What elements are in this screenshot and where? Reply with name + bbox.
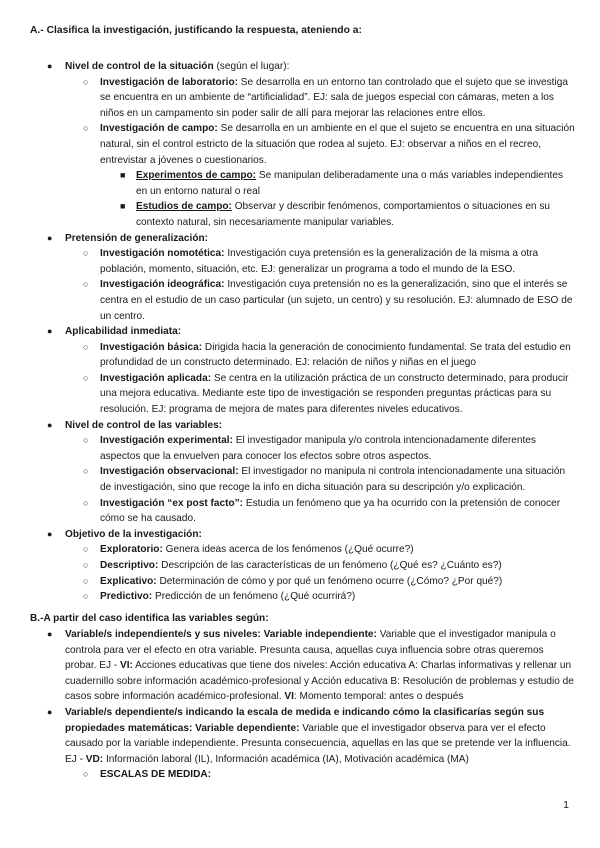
definition: El investigador manipula y/o controla intencionadamente diferentes aspectos que la envuelven para conocer los efectos sobre otros aspectos. <box>100 435 536 462</box>
circle-bullet-icon: ○ <box>83 341 89 352</box>
definition: Información laboral (IL), Información académica (IA), Motivación académica (MA) <box>103 753 469 765</box>
term: Investigación observacional: <box>100 466 239 478</box>
term: Descriptivo: <box>100 560 159 571</box>
page-number: 1 <box>563 799 569 811</box>
term: Investigación de campo: <box>100 123 218 135</box>
definition: Descripción de las características de un fenómeno (¿Qué es? ¿Cuánto es?) <box>158 560 502 571</box>
square-bullet-icon: ■ <box>120 170 126 181</box>
variable-code: VI <box>284 691 294 703</box>
circle-bullet-icon: ○ <box>83 435 89 446</box>
circle-bullet-icon: ○ <box>83 279 89 290</box>
definition: Se centra en la utilización práctica de un constructo determinado, para producir una mejora educativa. Mediante este tipo de investigación se responden preguntas prácticas para su resolución. EJ: programa de mejora de mates para diferentes niveles educativos. <box>100 372 569 416</box>
term: Explicativo: <box>100 575 157 587</box>
item-note: (según el lugar): <box>213 61 290 72</box>
sub-item <box>83 542 575 558</box>
definition: Variable que el investigador observa para ver el efecto causado por la variable independiente. Presunta consecuencia, aquellas en las que se pretende ver la influencia. EJ - <box>65 722 571 765</box>
term: Variable independiente: <box>260 629 377 640</box>
list-item <box>47 231 575 325</box>
sub-item <box>83 371 575 418</box>
definition: Se desarrolla en un entorno tan controlado que el sujeto que se investiga se encuentra en un ambiente de “artificialidad”. EJ: sala de juegos especial con cámaras, meten a los niños en un campamento sin poder salir de allí para mejorar las relaciones entre ellos. <box>100 76 568 119</box>
sub-label: ESCALAS DE MEDIDA: <box>100 769 212 781</box>
square-bullet-icon: ■ <box>120 201 126 212</box>
list-item <box>47 324 575 418</box>
definition: Predicción de un fenómeno (¿Qué ocurrirá?) <box>152 591 356 603</box>
sub-item <box>83 496 575 527</box>
list-item <box>47 59 575 231</box>
circle-bullet-icon: ○ <box>83 248 89 259</box>
term: Investigación aplicada: <box>100 372 212 384</box>
circle-bullet-icon: ○ <box>83 466 89 477</box>
bullet-icon: ● <box>47 61 53 71</box>
list-item <box>47 627 575 705</box>
definition: Observar y describir fenómenos, comportamientos o situaciones en su contexto natural, sin necesariamente manipular variables. <box>136 201 551 228</box>
bullet-icon: ● <box>47 706 53 717</box>
term: Predictivo: <box>100 591 153 603</box>
item-title: Nivel de control de la situación <box>65 61 214 72</box>
sub-sub-item <box>120 168 575 199</box>
circle-bullet-icon: ○ <box>83 769 89 780</box>
circle-bullet-icon: ○ <box>83 544 89 555</box>
circle-bullet-icon: ○ <box>83 497 89 508</box>
bullet-icon: ● <box>47 419 53 430</box>
sub-item <box>83 574 575 590</box>
term: Variable dependiente: <box>192 722 300 734</box>
circle-bullet-icon: ○ <box>83 575 89 586</box>
sub-item <box>83 767 575 783</box>
definition: Investigación cuya pretensión es la generalización de la misma a otra población, momento, situación, etc. EJ: generalizar un programa a todo el mundo de la ESO. <box>100 248 539 275</box>
definition: Se desarrolla en un ambiente en el que el sujeto se encuentra en una situación natural, sin el control estricto de la situación que rodea al sujeto. EJ: observar a niños en el recreo, entrevistar a jóvenes o cuestionarios. <box>100 123 575 166</box>
term: Estudios de campo: <box>136 201 232 213</box>
definition: El investigador no manipula ni controla intencionadamente una situación de investigación, sino que recoge la info en dicha situación para su descripción y/o explicación. <box>100 466 566 494</box>
sub-item <box>83 277 575 324</box>
section-b-list <box>47 627 575 783</box>
sub-item <box>83 121 575 230</box>
definition: Acciones educativas que tiene dos niveles: Acción educativa A: Charlas informativas y rellenar un cuadernillo sobre información académico-profesional y Acción educativa B: Resolución de problemas y estudio de casos sobre información académico-profesional. <box>65 660 574 703</box>
bullet-icon: ● <box>47 528 53 539</box>
sub-item <box>83 75 575 122</box>
sub-sub-item <box>120 199 575 230</box>
item-title: Pretensión de generalización: <box>65 232 209 244</box>
section-a-list <box>47 59 575 605</box>
term: Investigación experimental: <box>100 435 233 447</box>
circle-bullet-icon: ○ <box>83 560 89 570</box>
item-title: Nivel de control de las variables: <box>65 419 223 431</box>
term: Investigación básica: <box>100 341 203 353</box>
term: Investigación nomotética: <box>100 248 225 260</box>
sub-item <box>83 433 575 464</box>
term: Investigación “ex post facto”: <box>100 497 244 509</box>
definition: Determinación de cómo y por qué un fenómeno ocurre (¿Cómo? ¿Por qué?) <box>156 575 503 587</box>
sub-item <box>83 340 575 371</box>
list-item <box>47 527 575 605</box>
term: Investigación de laboratorio: <box>100 76 238 88</box>
definition: Investigación cuya pretensión no es la generalización, sino que el interés se centra en el estudio de un caso particular (un sujeto, un centro) y su resolución. EJ: alumnado de ESO de un centro. <box>100 279 573 322</box>
circle-bullet-icon: ○ <box>83 76 89 87</box>
definition: Dirigida hacia la generación de conocimiento fundamental. Se trata del estudio en profundidad de un constructo determinado. EJ: relación de niños y niñas en el juego <box>100 341 571 369</box>
sub-item <box>83 464 575 495</box>
item-title: Objetivo de la investigación: <box>65 528 202 540</box>
sub-item <box>83 589 575 605</box>
term: Investigación ideográfica: <box>100 279 225 291</box>
section-a-heading: A.- Clasifica la investigación, justificando la respuesta, ateniendo a: <box>30 25 362 36</box>
definition: Se manipulan deliberadamente una o más variables independientes en un entorno natural o real <box>136 170 563 197</box>
item-title: Aplicabilidad inmediata: <box>65 326 182 338</box>
bullet-icon: ● <box>47 232 53 243</box>
circle-bullet-icon: ○ <box>83 591 89 602</box>
sub-item <box>83 558 575 574</box>
definition: : Momento temporal: antes o después <box>293 691 464 703</box>
list-item <box>47 705 575 783</box>
circle-bullet-icon: ○ <box>83 372 89 383</box>
bullet-icon: ● <box>47 629 53 639</box>
variable-code: VI: <box>119 660 133 672</box>
item-title: Variable/s independiente/s y sus niveles: <box>65 629 261 640</box>
definition: Estudia un fenómeno que ya ha ocurrido con la pretensión de conocer cómo se ha causado. <box>100 497 561 525</box>
circle-bullet-icon: ○ <box>83 123 89 134</box>
term: Exploratorio: <box>100 544 163 556</box>
list-item <box>47 418 575 527</box>
item-title: Variable/s dependiente/s indicando la escala de medida e indicando cómo la clasificarías según sus propiedades matemáticas: <box>65 706 545 734</box>
bullet-icon: ● <box>47 326 53 337</box>
section-b-heading: B.-A partir del caso identifica las variables según: <box>30 613 269 624</box>
variable-code: VD: <box>85 753 104 765</box>
sub-item <box>83 246 575 277</box>
definition: Genera ideas acerca de los fenómenos (¿Qué ocurre?) <box>162 544 414 556</box>
term: Experimentos de campo: <box>136 170 257 182</box>
definition: Variable que el investigador manipula o controla para ver el efecto en otra variable. Presunta causa, aquellas cuya influencia sobre otras queremos probar. EJ - <box>65 629 556 672</box>
